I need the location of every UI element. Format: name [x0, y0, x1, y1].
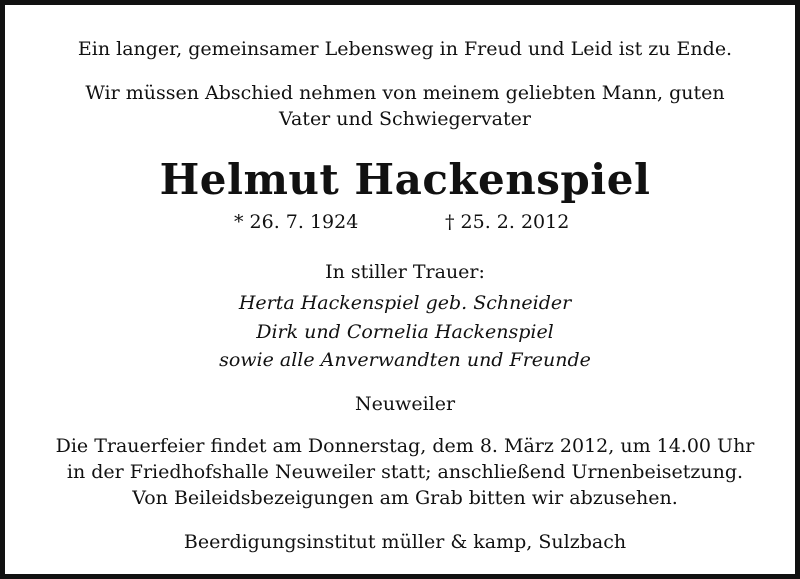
- intro-text: Ein langer, gemeinsamer Lebensweg in Freud und Leid ist zu Ende.: [77, 38, 733, 60]
- ceremony-line: in der Friedhofshalle Neuweiler statt; anschließend Urnenbeisetzung.: [66, 461, 744, 483]
- ceremony-line: Die Trauerfeier findet am Donnerstag, dem 8. März 2012, um 14.00 Uhr: [55, 435, 755, 457]
- farewell-line-1: Wir müssen Abschied nehmen von meinem geliebten Mann, guten: [85, 82, 725, 104]
- life-dates: [5, 209, 800, 235]
- ceremony-line: Von Beileidsbezeigungen am Grab bitten wir abzusehen.: [132, 487, 678, 509]
- mourners-list: [5, 289, 800, 375]
- mourner-line: Herta Hackenspiel geb. Schneider: [238, 292, 572, 314]
- mourner-line: Dirk und Cornelia Hackenspiel: [256, 320, 554, 343]
- undertaker-text: Beerdigungsinstitut müller & kamp, Sulzbach: [183, 531, 627, 553]
- mourner-line: sowie alle Anverwandten und Freunde: [219, 349, 591, 371]
- farewell-text: [5, 80, 800, 132]
- place-name: Neuweiler: [354, 393, 456, 415]
- deceased-name: Helmut Hackenspiel: [159, 155, 651, 204]
- ceremony-details: [5, 433, 800, 511]
- birth-date: * 26. 7. 1924: [234, 211, 359, 233]
- farewell-line-2: Vater und Schwiegervater: [279, 108, 531, 130]
- mourning-label: In stiller Trauer:: [325, 261, 485, 283]
- death-date: † 25. 2. 2012: [445, 211, 570, 233]
